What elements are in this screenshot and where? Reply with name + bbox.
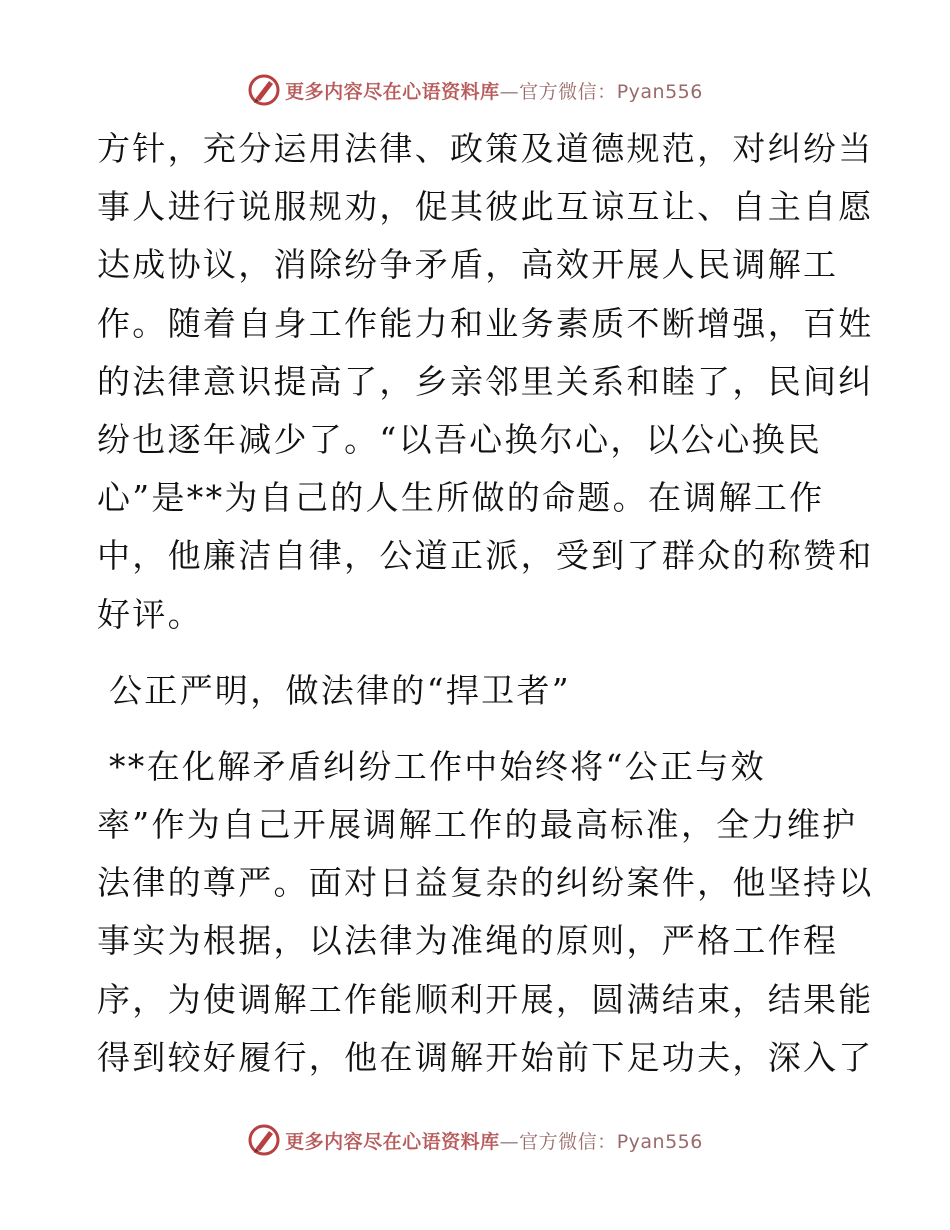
banner-separator: — [499,80,520,103]
document-body [97,120,874,1087]
paragraph-line: 率”作为自己开展调解工作的最高标准，全力维护 [97,805,858,845]
paragraph-line: 纷也逐年减少了。“以吾心换尔心，以公心换民 [97,419,823,459]
banner-text [285,1127,703,1154]
banner-wechat-label: 官方微信： [519,1130,617,1153]
paragraph-line: 中，他廉洁自律，公道正派，受到了群众的称赞和 [97,536,874,576]
footer-banner [0,1120,950,1160]
paragraph-line: 序，为使调解工作能顺利开展，圆满结束，结果能 [97,979,874,1019]
paragraph-line: **在化解矛盾纠纷工作中始终将“公正与效 [109,746,766,786]
header-banner [0,70,950,110]
section-heading: 公正严明，做法律的“捍卫者” [109,670,571,710]
banner-wechat-id: Pyan556 [616,80,703,103]
pen-circle-logo-icon [247,1123,281,1157]
paragraph-line: 的法律意识提高了，乡亲邻里关系和睦了，民间纠 [97,361,874,401]
banner-wechat-id: Pyan556 [616,1130,703,1153]
banner-site-text: 更多内容尽在心语资料库 [285,80,500,103]
banner-wechat-label: 官方微信： [519,80,617,103]
paragraph-line: 达成协议，消除纷争矛盾，高效开展人民调解工 [97,245,839,285]
paragraph-line: 好评。 [97,594,203,634]
banner-site-text: 更多内容尽在心语资料库 [285,1130,500,1153]
paragraph-line: 心”是**为自己的人生所做的命题。在调解工作 [97,478,825,518]
paragraph-line: 作。随着自身工作能力和业务素质不断增强，百姓 [97,303,874,343]
paragraph-line: 方针，充分运用法律、政策及道德规范，对纠纷当 [97,129,874,168]
banner-separator: — [499,1130,520,1153]
paragraph-line: 事人进行说服规劝，促其彼此互谅互让、自主自愿 [97,187,874,227]
paragraph-line: 事实为根据，以法律为准绳的原则，严格工作程 [97,921,839,961]
paragraph-line: 得到较好履行，他在调解开始前下足功夫，深入了 [97,1037,874,1077]
banner-text [285,77,703,104]
pen-circle-logo-icon [247,73,281,107]
paragraph-line: 法律的尊严。面对日益复杂的纠纷案件，他坚持以 [97,863,874,903]
